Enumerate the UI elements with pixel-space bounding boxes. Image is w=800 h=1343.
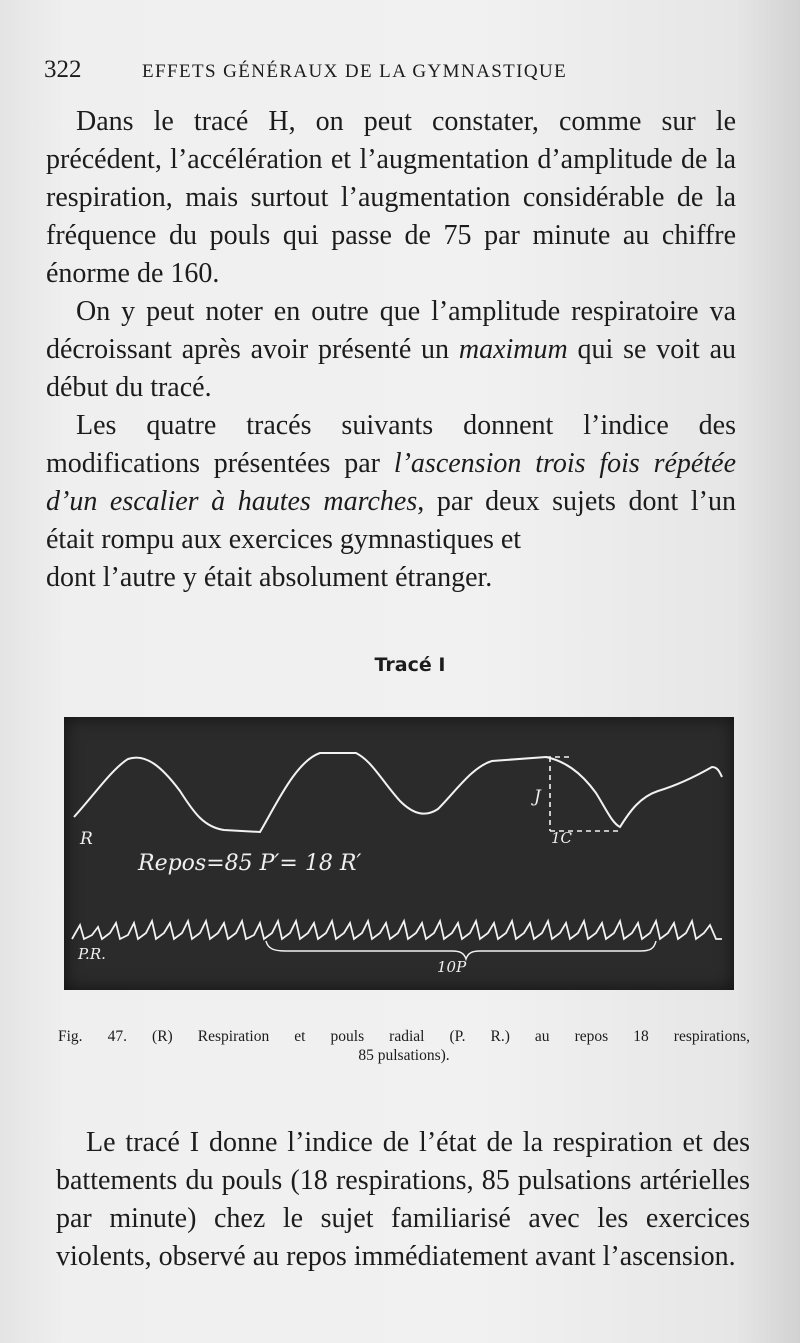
paragraph-trace-h: Dans le tracé H, on peut constater, comme sur le précédent, l’accélération et l’augmentation d’amplitude de la respiration, mais surtout l’augmentation considérable de la fréquence du pouls qui passe de 75 par minute au chiffre énorme de 160. — [46, 106, 736, 289]
paragraph-four-traces-text-a: Les quatre tracés suivants donnent l’indice des modifications présentées par — [46, 410, 736, 479]
caption-line-1: Fig. 47. (R) Respiration et pouls radial (P. R.) au repos 18 respirations, — [58, 1028, 750, 1045]
pulse-trace — [72, 921, 722, 939]
amplitude-label: J — [534, 787, 541, 807]
paragraph-four-traces-text-b: , par deux sujets dont l’un était rompu aux exercices gymnastiques et — [46, 486, 736, 555]
rest-rate-label: Repos=85 P′= 18 R′ — [138, 851, 362, 876]
paragraph-four-traces — [46, 407, 736, 559]
paragraph-trace-i: Le tracé I donne l’indice de l’état de la respiration et des battements du pouls (18 respirations, 85 pulsations artérielles par minute) chez le sujet familiarisé avec les exercices violents, observé au repos immédiatement avant l’ascension. — [56, 1127, 750, 1272]
paragraph-amplitude-text-a: On y peut noter en outre que l’amplitude respiratoire va décroissant après avoir présenté un — [46, 296, 736, 365]
paragraph-amplitude-text-b: qui se voit au début du tracé. — [46, 334, 736, 403]
trace-figure — [64, 717, 734, 990]
paragraph-four-traces-emphasis: l’ascension trois fois répétée d’un escalier à hautes marches — [46, 448, 736, 517]
cycle-label: 1C — [551, 829, 573, 847]
cycle-measure-lines — [546, 757, 620, 831]
running-head-title: EFFETS GÉNÉRAUX DE LA GYMNASTIQUE — [142, 61, 568, 82]
ten-pulse-label: 10P — [437, 958, 467, 976]
respiration-trace — [74, 753, 722, 832]
pulse-label: P.R. — [78, 945, 106, 963]
caption-line-2: 85 pulsations). — [358, 1047, 450, 1064]
running-head — [44, 56, 684, 86]
figure-title: Tracé I — [374, 654, 446, 676]
paragraph-four-traces-last-line: dont l’autre y était absolument étranger. — [46, 562, 493, 593]
figure-caption — [58, 1027, 750, 1065]
paragraph-amplitude — [46, 293, 736, 407]
ten-pulse-brace — [266, 941, 656, 959]
respiration-label: R — [80, 829, 93, 849]
paragraph-amplitude-emphasis: maximum — [458, 334, 568, 365]
page-number: 322 — [44, 56, 82, 83]
